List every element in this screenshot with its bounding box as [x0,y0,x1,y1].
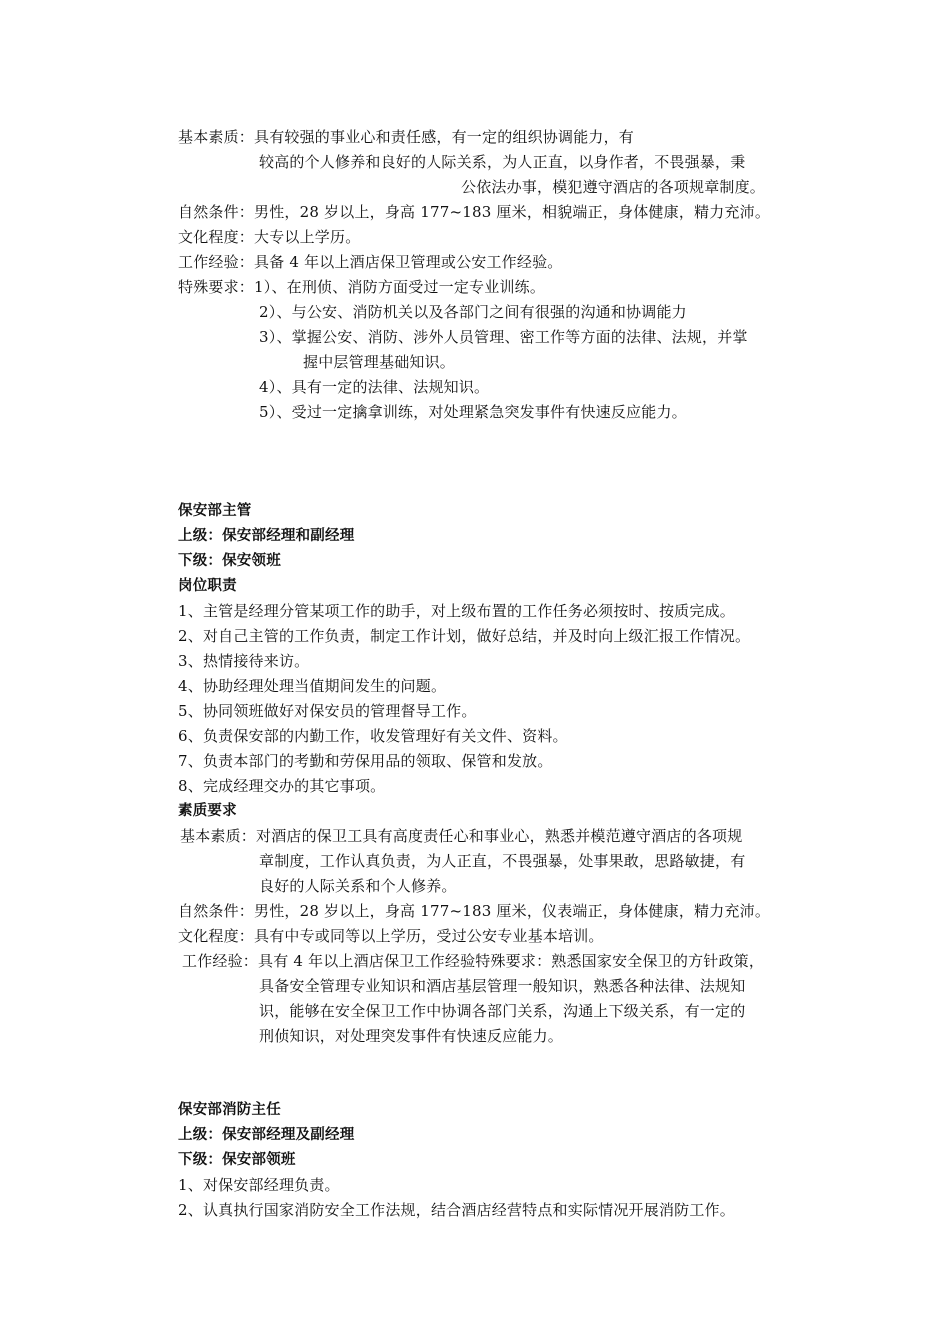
section-title: 保安部主管 [178,503,252,519]
duty-item: 5、协同领班做好对保安员的管理督导工作。 [178,702,477,720]
work-experience: 工作经验：具有 4 年以上酒店保卫工作经验特殊要求：熟悉国家安全保卫的方针政策， [182,952,765,970]
section-title: 保安部消防主任 [178,1102,281,1118]
special-requirement: 2）、与公安、消防机关以及各部门之间有很强的沟通和协调能力 [259,303,687,321]
duty-item: 7、负责本部门的考勤和劳保用品的领取、保管和发放。 [178,752,553,770]
basic-quality-line: 基本素质：对酒店的保卫工具有高度责任心和事业心，熟悉并模范遵守酒店的各项规 [180,827,743,845]
quality-heading: 素质要求 [178,803,237,819]
duty-item: 2、认真执行国家消防安全工作法规，结合酒店经营特点和实际情况开展消防工作。 [178,1201,735,1219]
subordinate-line: 下级：保安部领班 [178,1152,296,1168]
basic-quality-line: 章制度，工作认真负责，为人正直，不畏强暴，处事果敢，思路敏捷，有 [259,852,746,870]
basic-quality-line: 较高的个人修养和良好的人际关系，为人正直，以身作者，不畏强暴，秉 [259,153,746,171]
work-experience: 具备安全管理专业知识和酒店基层管理一般知识，熟悉各种法律、法规知 [259,977,746,995]
duty-item: 4、协助经理处理当值期间发生的问题。 [178,677,447,695]
work-experience: 刑侦知识，对处理突发事件有快速反应能力。 [259,1027,564,1045]
education-level: 文化程度：具有中专或同等以上学历，受过公安专业基本培训。 [178,927,604,945]
duty-item: 1、主管是经理分管某项工作的助手，对上级布置的工作任务必须按时、按质完成。 [178,602,735,620]
duty-item: 3、热情接待来访。 [178,652,310,670]
basic-quality-line: 良好的人际关系和个人修养。 [259,877,457,895]
superior-line: 上级：保安部经理和副经理 [178,528,355,544]
duty-item: 8、完成经理交办的其它事项。 [178,777,386,795]
special-requirement: 3）、掌握公安、消防、涉外人员管理、密工作等方面的法律、法规，并掌 [259,328,748,346]
education-level: 文化程度：大专以上学历。 [178,228,361,246]
special-requirement: 5）、受过一定擒拿训练，对处理紧急突发事件有快速反应能力。 [259,403,687,421]
subordinate-line: 下级：保安领班 [178,553,281,569]
special-requirement: 握中层管理基础知识。 [303,353,456,371]
work-experience: 工作经验：具备 4 年以上酒店保卫管理或公安工作经验。 [178,253,563,271]
basic-quality-line: 公依法办事，模犯遵守酒店的各项规章制度。 [461,178,766,196]
duty-item: 2、对自己主管的工作负责，制定工作计划，做好总结，并及时向上级汇报工作情况。 [178,627,751,645]
natural-conditions: 自然条件：男性，28 岁以上，身高 177~183 厘米，仪表端正，身体健康，精力充沛。 [178,902,771,920]
special-requirement: 4）、具有一定的法律、法规知识。 [259,378,490,396]
duties-heading: 岗位职责 [178,578,237,594]
special-requirement: 特殊要求：1）、在刑侦、消防方面受过一定专业训练。 [178,278,546,296]
superior-line: 上级：保安部经理及副经理 [178,1127,355,1143]
basic-quality-line: 基本素质：具有较强的事业心和责任感，有一定的组织协调能力，有 [178,128,635,146]
natural-conditions: 自然条件：男性，28 岁以上，身高 177~183 厘米，相貌端正，身体健康，精力充沛。 [178,203,771,221]
work-experience: 识，能够在安全保卫工作中协调各部门关系，沟通上下级关系，有一定的 [259,1002,746,1020]
duty-item: 1、对保安部经理负责。 [178,1176,340,1194]
duty-item: 6、负责保安部的内勤工作，收发管理好有关文件、资料。 [178,727,568,745]
